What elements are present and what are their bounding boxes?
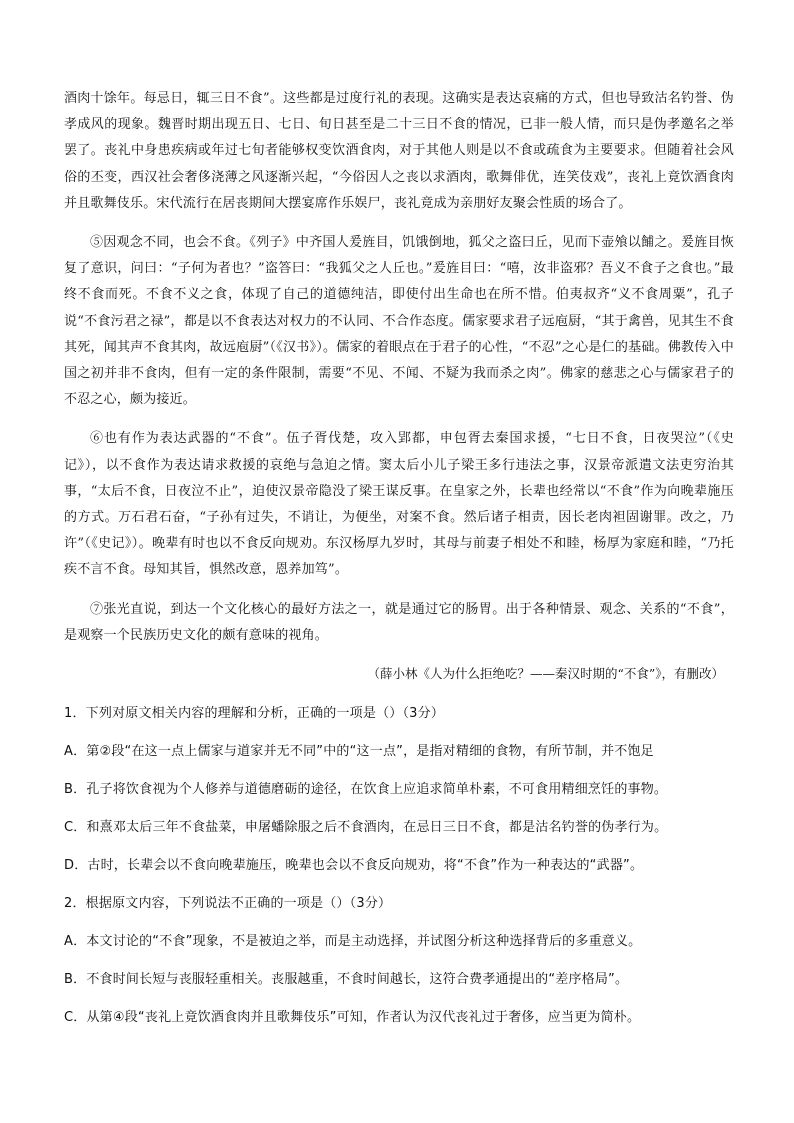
paragraph-4-continued: 酒肉十馀年。每忌日，辄三日不食”。这些都是过度行礼的表现。这确实是表达哀痛的方式，但也导致沽名钓誉、伪孝成风的现象。魏晋时期出现五日、七日、旬日甚至是二十三日不食的情况，已非一般人情，而只是伪孝邀名之举罢了。丧礼中身患疾病或年过七旬者能够权变饮酒食肉，对于其他人则是以不食或疏食为主要要求。但随着社会风俗的丕变，西汉社会奢侈浇薄之风逐渐兴起，“今俗因人之丧以求酒肉，歌舞俳优，连笑伎戏”，丧礼上竟饮酒食肉并且歌舞伎乐。宋代流行在居丧期间大摆宴席作乐娱尸，丧礼竟成为亲朋好友聚会性质的场合了。 [64,91,734,211]
paragraph-6: ⑥也有作为表达武器的“不食”。伍子胥伐楚，攻入郢都，申包胥去秦国求援，“七日不食，日夜哭泣”（《史记》），以不食作为表达请求救援的哀绝与急迫之情。窦太后小儿子梁王多行违法之事，汉景帝派遣文法吏穷治其事，“太后不食，日夜泣不止”，迫使汉景帝隐没了梁王谋反事。在皇家之外，长辈也经常以“不食”作为向晚辈施压的方式。万石君石奋，“子孙有过失，不诮让，为便坐，对案不食。然后诸子相责，因长老肉袒固谢罪。改之，乃许”（《史记》）。晚辈有时也以不食反向规劝。东汉杨厚九岁时，其母与前妻子相处不和睦，杨厚为家庭和睦，“乃托疾不言不食。母知其旨，惧然改意，恩养加笃”。 [64,431,734,578]
question-2-stem: 2．根据原文内容，下列说法不正确的一项是（）（3分） [64,896,392,911]
question-2-option-b: B．不食时间长短与丧服轻重相关。丧服越重，不食时间越长，这符合费孝通提出的“差序格局”。 [64,972,629,987]
passage-source: （薛小林《人为什么拒绝吃？——秦汉时期的“不食”》，有删改） [367,666,724,681]
paragraph-5: ⑤因观念不同，也会不食。《列子》中齐国人爰旌目，饥饿倒地，狐父之盗曰丘，见而下壶飧以餔之。爰旌目恢复了意识，问曰：“子何为者也？”盗答曰：“我狐父之人丘也。”爰旌目曰：“嘻，汝非盗邪？吾义不食子之食也。”最终不食而死。不食不义之食，体现了自己的道德纯洁，即使付出生命也在所不惜。伯夷叔齐“义不食周粟”，孔子说“不食污君之禄”，都是以不食表达对权力的不认同、不合作态度。儒家要求君子远庖厨，“其于禽兽，见其生不食其死，闻其声不食其肉，故远庖厨”（《汉书》）。儒家的着眼点在于君子的心性，“不忍”之心是仁的基础。佛教传入中国之初并非不食肉，但有一定的条件限制，需要“不见、不闻、不疑为我而杀之肉”。佛家的慈悲之心与儒家君子的不忍之心，颇为接近。 [64,235,734,408]
question-section [64,704,734,1046]
question-1-stem: 1．下列对原文相关内容的理解和分析，正确的一项是（）（3分） [64,706,445,721]
reading-passage [64,86,734,662]
question-1-option-c: C．和熹邓太后三年不食盐菜，申屠蟠除服之后不食酒肉，在忌日三日不食，都是沽名钓誉的伪孝行为。 [64,820,668,835]
question-2 [64,894,734,1046]
question-1-option-d: D．古时，长辈会以不食向晚辈施压，晚辈也会以不食反向规劝，将“不食”作为一种表达的“武器”。 [64,858,644,873]
paragraph-7: ⑦张光直说，到达一个文化核心的最好方法之一，就是通过它的肠胃。出于各种情景、观念、关系的“不食”，是观察一个民族历史文化的颇有意味的视角。 [64,601,734,643]
question-2-option-c: C．从第④段“丧礼上竟饮酒食肉并且歌舞伎乐”可知，作者认为汉代丧礼过于奢侈，应当更为简朴。 [64,1010,641,1025]
question-1 [64,704,734,894]
question-1-option-b: B．孔子将饮食视为个人修养与道德磨砺的途径，在饮食上应追求简单朴素，不可食用精细烹饪的事物。 [64,782,668,797]
question-2-option-a: A．本文讨论的“不食”现象，不是被迫之举，而是主动选择，并试图分析这种选择背后的多重意义。 [64,934,642,949]
question-1-option-a: A．第②段“在这一点上儒家与道家并无不同”中的“这一点”，是指对精细的食物，有所节制，并不饱足 [64,744,654,759]
